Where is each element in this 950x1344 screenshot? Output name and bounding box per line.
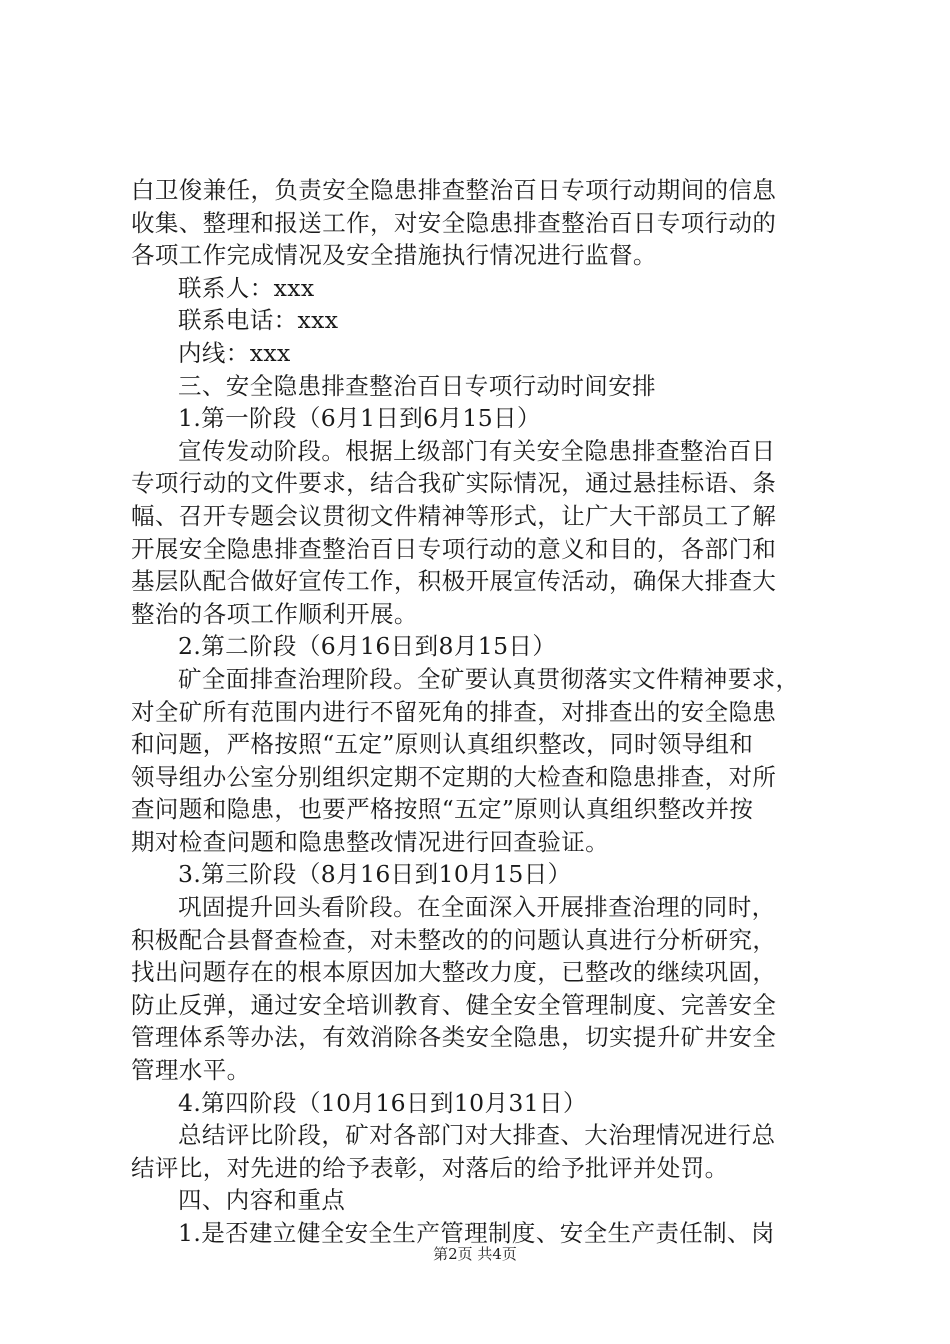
- text-line: 期对检查问题和隐患整改情况进行回查验证。: [131, 827, 609, 856]
- text-line: 巩固提升回头看阶段。在全面深入开展排查治理的同时，: [178, 893, 776, 922]
- text-line: 领导组办公室分别组织定期不定期的大检查和隐患排查，对所: [131, 762, 777, 791]
- text-line: 专项行动的文件要求，结合我矿实际情况，通过悬挂标语、条: [131, 469, 777, 498]
- section-heading: 三、安全隐患排查整治百日专项行动时间安排: [178, 371, 656, 400]
- section-heading: 四、内容和重点: [178, 1186, 346, 1215]
- text-line: 开展安全隐患排查整治百日专项行动的意义和目的，各部门和: [131, 534, 777, 563]
- text-line: 基层队配合做好宣传工作，积极开展宣传活动，确保大排查大: [131, 567, 777, 596]
- stage-heading: 4.第四阶段（10月16日到10月31日）: [178, 1088, 587, 1117]
- text-line: 管理体系等办法，有效消除各类安全隐患，切实提升矿井安全: [131, 1023, 777, 1052]
- text-line: 结评比，对先进的给予表彰，对落后的给予批评并处罚。: [131, 1153, 729, 1182]
- text-line: 矿全面排查治理阶段。全矿要认真贯彻落实文件精神要求，: [178, 664, 800, 693]
- text-line: 白卫俊兼任，负责安全隐患排查整治百日专项行动期间的信息: [131, 176, 777, 204]
- text-line: 总结评比阶段，矿对各部门对大排查、大治理情况进行总: [178, 1121, 776, 1150]
- text-line: 1.是否建立健全安全生产管理制度、安全生产责任制、岗: [178, 1219, 775, 1247]
- text-line: 管理水平。: [131, 1056, 251, 1085]
- text-line: 收集、整理和报送工作，对安全隐患排查整治百日专项行动的: [131, 208, 777, 237]
- stage-heading: 3.第三阶段（8月16日到10月15日）: [178, 860, 572, 889]
- contact-person-line: 联系人：xxx: [178, 273, 315, 302]
- stage-heading: 1.第一阶段（6月1日到6月15日）: [178, 404, 541, 433]
- text-line: 积极配合县督查检查，对未整改的的问题认真进行分析研究，: [131, 925, 777, 954]
- page-number-footer: 第2页 共4页: [433, 1245, 517, 1263]
- text-line: 宣传发动阶段。根据上级部门有关安全隐患排查整治百日: [178, 436, 776, 465]
- document-body: [131, 174, 831, 1250]
- internal-line: 内线：xxx: [178, 338, 291, 367]
- text-line: 各项工作完成情况及安全措施执行情况进行监督。: [131, 241, 657, 270]
- text-line: 和问题，严格按照“五定”原则认真组织整改，同时领导组和: [131, 730, 754, 759]
- contact-phone-line: 联系电话：xxx: [178, 306, 339, 335]
- text-line: 找出问题存在的根本原因加大整改力度，已整改的继续巩固，: [131, 958, 777, 987]
- text-line: 防止反弹，通过安全培训教育、健全安全管理制度、完善安全: [131, 990, 777, 1019]
- stage-heading: 2.第二阶段（6月16日到8月15日）: [178, 632, 557, 661]
- text-line: 查问题和隐患，也要严格按照“五定”原则认真组织整改并按: [131, 795, 754, 824]
- text-line: 整治的各项工作顺利开展。: [131, 599, 418, 628]
- text-line: 对全矿所有范围内进行不留死角的排查，对排查出的安全隐患: [131, 697, 777, 726]
- text-line: 幅、召开专题会议贯彻文件精神等形式，让广大干部员工了解: [131, 501, 777, 530]
